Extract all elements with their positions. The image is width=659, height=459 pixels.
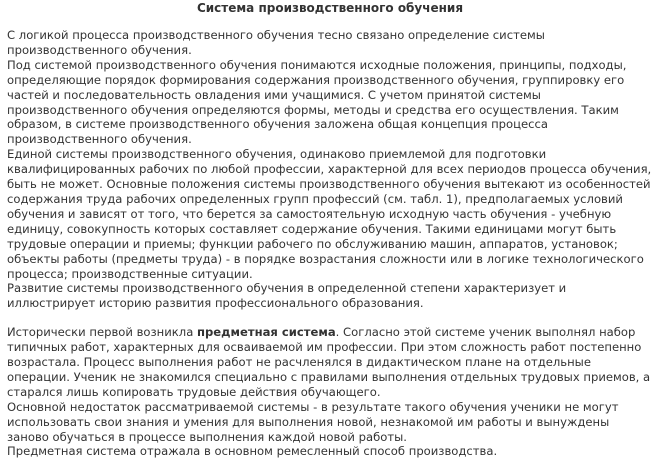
paragraph-main-drawback: Основной недостаток рассматриваемой системы - в результате такого обучения ученики не могут использовать свои знания и умения для выполнения новой, незнакомой им работы и вынуждены заново обучаться в процессе выполнения каждой новой работы. xyxy=(7,399,619,444)
paragraph-definition-intro: С логикой процесса производственного обучения тесно связано определение системы производственного обучения. xyxy=(7,28,545,57)
paragraph-no-single-system: Единой системы производственного обучения, одинаково приемлемой для подготовки квалифицированных рабочих по любой профессии, характерной для всех периодов процесса обучения, быть не может. Основные положения системы производственного обучения вытекают из особенностей содержания труда рабочих определенных групп профессий (см. табл. 1), предполагаемых условий обучения и зависят от того, что берется за самостоятельную исходную часть обучения - учебную единицу, совокупность которых составляет содержание обучения. Такими единицами могут быть трудовые операции и приемы; функции рабочего по обслуживанию машин, аппаратов, установок; объекты работы (предметы труда) - в порядке возрастания сложности или в логике технологического процесса; производственные ситуации. xyxy=(7,147,652,281)
paragraph-system-definition: Под системой производственного обучения понимаются исходные положения, принципы, подходы, определяющие порядок формирования содержания производственного обучения, группировку его частей и последовательность овладения ими учащимися. С учетом принятой системы производственного обучения определяются формы, методы и средства его осуществления. Таким образом, в системе производственного обучения заложена общая концепция процесса производственного обучения. xyxy=(7,57,627,147)
paragraph-craft-production: Предметная система отражала в основном ремесленный способ производства. xyxy=(7,444,498,459)
subject-system-rest: . Согласно этой системе ученик выполнял набор типичных работ, характерных для осваиваемой им профессии. При этом сложность работ постепенно возрастала. Процесс выполнения работ не расчленялся в дидактическом плане на отдельные операции. Ученик не знакомился специально с правилами выполнения отдельных трудовых приемов, а старался лишь копировать трудовые действия обучающего. xyxy=(7,325,651,399)
article-body xyxy=(7,28,653,459)
subject-system-term: предметная система xyxy=(197,325,336,340)
paragraph-gap xyxy=(7,311,653,325)
subject-system-lead: Исторически первой возникла xyxy=(7,325,197,340)
document-title: Система производственного обучения xyxy=(196,1,464,15)
paragraph-history-development: Развитие системы производственного обучения в определенной степени характеризует и иллюстрирует историю развития профессионального образования. xyxy=(7,281,567,311)
paragraph-subject-system xyxy=(7,325,653,400)
